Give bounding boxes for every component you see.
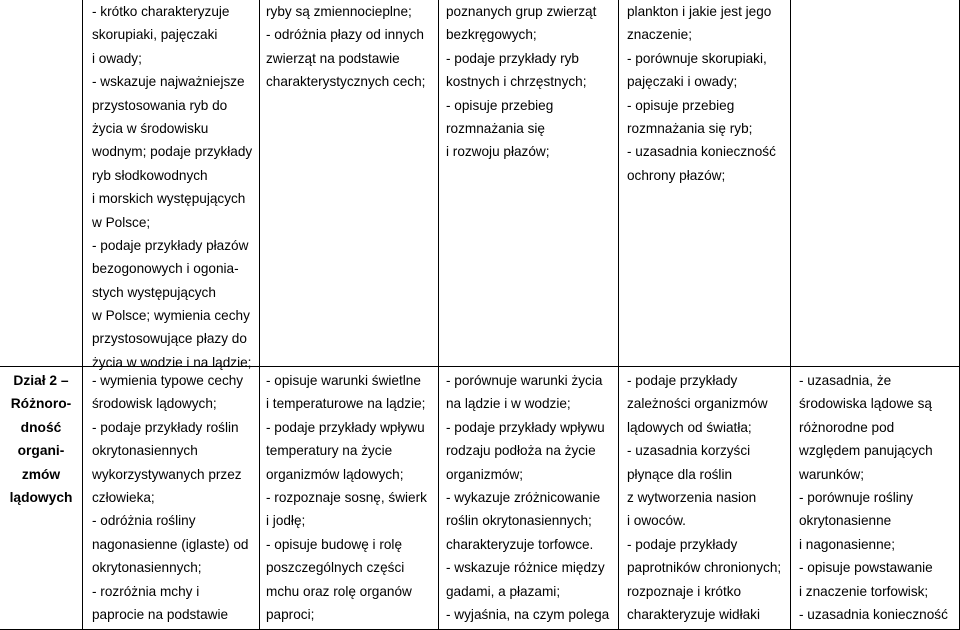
cell-line: organizmów lądowych; [266,466,404,482]
section-cell [0,369,82,509]
section-line [0,0,82,23]
cell-line: kostnych i chrzęstnych; [446,74,587,90]
cell-line: stych występujących [92,284,216,300]
section-line: organi- [17,443,65,459]
column-divider [438,0,439,630]
cell-line: poszczególnych części [266,560,405,576]
requirements-cell [266,0,434,94]
cell-line: okrytonasiennych [92,443,198,459]
cell-line: i owady; [92,50,142,66]
cell-line: - opisuje przebieg [627,97,735,113]
cell-line: ryby są zmiennocieplne; [266,4,412,19]
cell-line: - uzasadnia konieczność [799,606,948,622]
cell-line: - opisuje powstawanie [799,560,933,576]
requirements-cell [799,369,955,626]
requirements-cell [92,0,254,374]
cell-line: środowiska lądowe są [799,396,932,412]
cell-line: zależności organizmów [627,396,768,412]
cell-line: mchu oraz rolę organów [266,583,412,599]
cell-line: - wyjaśnia, na czym polega [446,606,610,622]
cell-line: - porównuje warunki życia [446,373,603,388]
cell-line: gadami, a płazami; [446,583,561,599]
cell-line: - podaje przykłady [627,373,738,388]
cell-line: i jodłę; [266,513,306,529]
requirements-cell [92,369,254,626]
cell-line: bezogonowych i ogonia- [92,261,239,277]
cell-line: bezkręgowych; [446,27,537,43]
cell-line: - krótko charakteryzuje [92,4,230,19]
cell-line: rozmnażania się ryb; [627,120,753,136]
cell-line: - uzasadnia konieczność [627,144,776,160]
cell-line: paprocie na podstawie [92,606,229,622]
cell-line: - wymienia typowe cechy [92,373,244,388]
cell-line: - podaje przykłady płazów [92,237,249,253]
section-line: Dział 2 – [13,373,69,388]
cell-line: organizmów; [446,466,524,482]
cell-line: skorupiaki, pajęczaki [92,27,218,43]
requirements-cell [627,0,787,187]
requirements-cell [446,0,614,164]
cell-line: człowieka; [92,489,155,505]
cell-line: rozmnażania się [446,120,545,136]
section-line: Różnoro- [10,396,72,412]
cell-line: - podaje przykłady [627,536,738,552]
cell-line: - podaje przykłady roślin [92,419,239,435]
cell-line: wykorzystywanych przez [92,466,242,482]
cell-line: pajęczaki i owady; [627,74,738,90]
cell-line: i morskich występujących [92,191,246,207]
cell-line: - opisuje warunki świetlne [266,373,421,388]
cell-line: życia w wodzie i na lądzie; [92,354,252,370]
cell-line: temperatury na życie [266,443,393,459]
cell-line: przystosowujące płazy do [92,331,247,347]
cell-line: - wskazuje różnice między [446,560,605,576]
cell-line: - podaje przykłady wpływu [266,419,425,435]
cell-line: - porównuje rośliny [799,489,914,505]
cell-line: znaczenie; [627,27,692,43]
cell-line: - wykazuje zróżnicowanie [446,489,601,505]
cell-line: - podaje przykłady ryb [446,50,579,66]
requirements-cell [446,369,614,626]
cell-line: ryb słodkowodnych [92,167,208,183]
cell-line: rodzaju podłoża na życie [446,443,596,459]
section-line: lądowych [9,489,73,505]
cell-line: z wytworzenia nasion [627,489,757,505]
cell-line: warunków; [799,466,864,482]
cell-line: środowisk lądowych; [92,396,217,412]
cell-line: - uzasadnia korzyści [627,443,751,459]
cell-line: względem panujących [799,443,933,459]
section-cell [0,0,82,23]
cell-line: życia w środowisku [92,120,209,136]
section-line: dność [20,419,62,435]
cell-line: - rozróżnia mchy i [92,583,200,599]
cell-line: - odróżnia płazy od innych [266,27,424,43]
cell-line: płynące dla roślin [627,466,733,482]
cell-line: - wskazuje najważniejsze [92,74,245,90]
cell-line: plankton i jakie jest jego [627,4,772,19]
cell-line: rozpoznaje i krótko [627,583,742,599]
cell-line: przystosowania ryb do [92,97,228,113]
cell-line: charakterystycznych cech; [266,74,426,90]
cell-line: nagonasienne (iglaste) od [92,536,249,552]
cell-line: - rozpoznaje sosnę, świerk [266,489,427,505]
cell-line: i temperaturowe na lądzie; [266,396,426,412]
column-divider [259,0,260,630]
cell-line: - podaje przykłady wpływu [446,419,605,435]
cell-line: i owoców. [627,513,686,529]
cell-line: w Polsce; wymienia cechy [92,308,250,324]
section-line: zmów [21,466,61,482]
cell-line: w Polsce; [92,214,151,230]
cell-line: - odróżnia rośliny [92,513,196,529]
cell-line: okrytonasienne [799,513,892,529]
requirements-cell [627,369,787,626]
cell-line: zwierząt na podstawie [266,50,400,66]
cell-line: - porównuje skorupiaki, [627,50,767,66]
cell-line: okrytonasiennych; [92,560,202,576]
cell-line: roślin okrytonasiennych; [446,513,592,529]
cell-line: ochrony płazów; [627,167,726,183]
column-divider [82,0,83,630]
cell-line: paprotników chronionych; [627,560,782,576]
cell-line: - uzasadnia, że [799,373,892,388]
cell-line: - opisuje przebieg [446,97,554,113]
cell-line: różnorodne pod [799,419,895,435]
requirements-cell [266,369,434,626]
cell-line: i rozwoju płazów; [446,144,550,160]
column-divider [790,0,791,630]
cell-line: i znaczenie torfowisk; [799,583,929,599]
cell-line: paproci; [266,606,315,622]
cell-line: i nagonasienne; [799,536,895,552]
column-divider [618,0,619,630]
cell-line: charakteryzuje widłaki [627,606,760,622]
cell-line: wodnym; podaje przykłady [92,144,253,160]
cell-line: lądowych od światła; [627,419,752,435]
cell-line: poznanych grup zwierząt [446,4,597,19]
cell-line: charakteryzuje torfowce. [446,536,594,552]
cell-line: - opisuje budowę i rolę [266,536,403,552]
cell-line: na lądzie i w wodzie; [446,396,571,412]
